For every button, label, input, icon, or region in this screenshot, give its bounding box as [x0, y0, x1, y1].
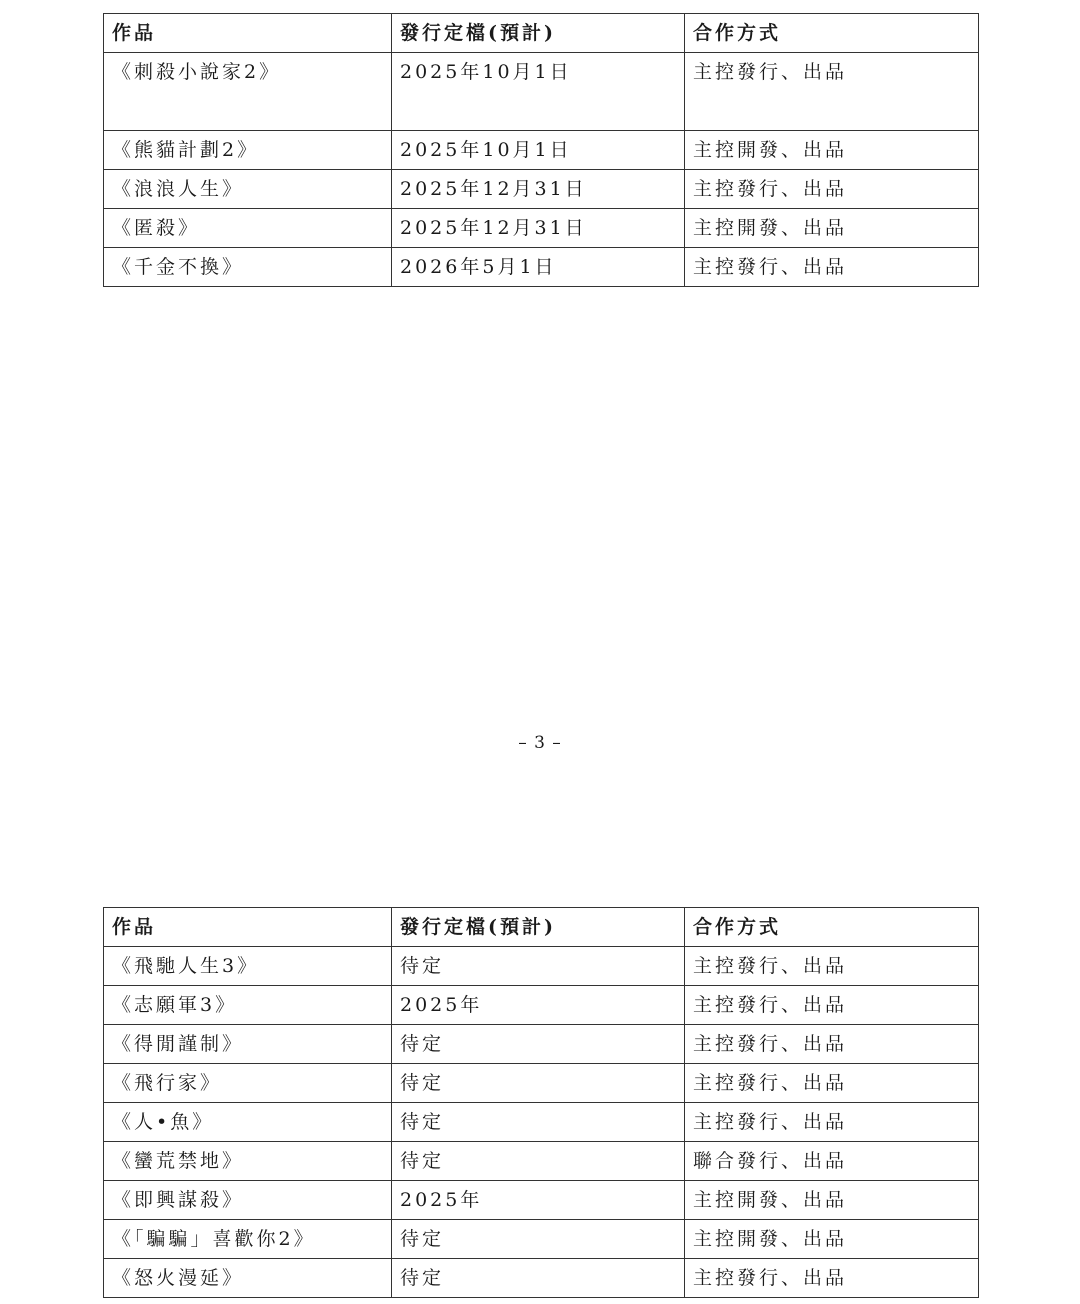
cell-release-date: 2025年10月1日 — [392, 53, 685, 131]
table-row — [104, 1103, 979, 1142]
cell-work: 《飛行家》 — [104, 1064, 392, 1103]
cell-release-date: 待定 — [392, 947, 685, 986]
cell-cooperation: 主控發行、出品 — [685, 986, 979, 1025]
cell-work: 《志願軍3》 — [104, 986, 392, 1025]
cell-cooperation: 主控發行、出品 — [685, 1103, 979, 1142]
table-row — [104, 1220, 979, 1259]
cell-cooperation: 主控開發、出品 — [685, 1220, 979, 1259]
cell-work: 《人•魚》 — [104, 1103, 392, 1142]
release-schedule-table-1 — [103, 13, 979, 287]
cell-release-date: 2025年10月1日 — [392, 131, 685, 170]
table-row — [104, 947, 979, 986]
cell-release-date: 2025年12月31日 — [392, 209, 685, 248]
table-row — [104, 1142, 979, 1181]
table-row — [104, 131, 979, 170]
cell-cooperation: 主控開發、出品 — [685, 131, 979, 170]
table-header-row — [104, 908, 979, 947]
table-row — [104, 986, 979, 1025]
cell-release-date: 2025年12月31日 — [392, 170, 685, 209]
table-header-row — [104, 14, 979, 53]
page-number: – 3 – — [518, 733, 562, 753]
cell-work: 《浪浪人生》 — [104, 170, 392, 209]
cell-release-date: 待定 — [392, 1103, 685, 1142]
cell-release-date: 2025年 — [392, 986, 685, 1025]
cell-cooperation: 主控開發、出品 — [685, 1181, 979, 1220]
release-schedule-table-2 — [103, 907, 979, 1298]
header-cooperation: 合作方式 — [685, 908, 979, 947]
header-release-date: 發行定檔(預計) — [392, 14, 685, 53]
cell-work: 《得閒謹制》 — [104, 1025, 392, 1064]
cell-release-date: 2025年 — [392, 1181, 685, 1220]
table-row — [104, 1025, 979, 1064]
table-row — [104, 170, 979, 209]
cell-cooperation: 主控發行、出品 — [685, 170, 979, 209]
cell-work: 《匿殺》 — [104, 209, 392, 248]
cell-cooperation: 主控發行、出品 — [685, 53, 979, 131]
cell-work: 《即興謀殺》 — [104, 1181, 392, 1220]
header-work: 作品 — [104, 14, 392, 53]
table-row — [104, 209, 979, 248]
table-row — [104, 1259, 979, 1298]
header-cooperation: 合作方式 — [685, 14, 979, 53]
cell-release-date: 待定 — [392, 1064, 685, 1103]
cell-cooperation: 主控發行、出品 — [685, 1064, 979, 1103]
table-row — [104, 248, 979, 287]
cell-release-date: 待定 — [392, 1259, 685, 1298]
cell-work: 《刺殺小說家2》 — [104, 53, 392, 131]
cell-work: 《飛馳人生3》 — [104, 947, 392, 986]
cell-cooperation: 主控發行、出品 — [685, 947, 979, 986]
header-work: 作品 — [104, 908, 392, 947]
table-row — [104, 1064, 979, 1103]
cell-release-date: 待定 — [392, 1142, 685, 1181]
cell-work: 《熊貓計劃2》 — [104, 131, 392, 170]
cell-cooperation: 主控發行、出品 — [685, 1259, 979, 1298]
cell-work: 《怒火漫延》 — [104, 1259, 392, 1298]
cell-cooperation: 主控開發、出品 — [685, 209, 979, 248]
table-row — [104, 53, 979, 131]
cell-cooperation: 主控發行、出品 — [685, 1025, 979, 1064]
cell-work: 《「騙騙」喜歡你2》 — [104, 1220, 392, 1259]
cell-work: 《蠻荒禁地》 — [104, 1142, 392, 1181]
table-row — [104, 1181, 979, 1220]
cell-cooperation: 主控發行、出品 — [685, 248, 979, 287]
cell-release-date: 待定 — [392, 1220, 685, 1259]
cell-work: 《千金不換》 — [104, 248, 392, 287]
cell-release-date: 2026年5月1日 — [392, 248, 685, 287]
cell-release-date: 待定 — [392, 1025, 685, 1064]
header-release-date: 發行定檔(預計) — [392, 908, 685, 947]
cell-cooperation: 聯合發行、出品 — [685, 1142, 979, 1181]
